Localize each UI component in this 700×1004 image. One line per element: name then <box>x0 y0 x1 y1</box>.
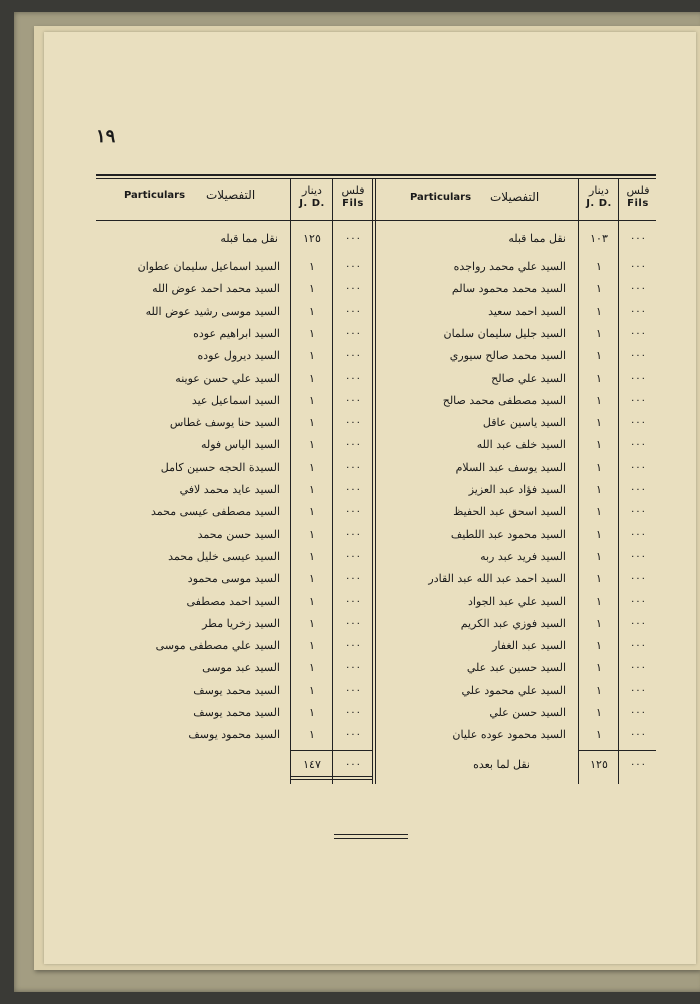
dinar-value: ١ <box>309 460 315 474</box>
dinar-value: ١ <box>596 661 602 675</box>
particular-name: السيد محمد صالح سيوري <box>449 349 566 363</box>
dinar-value: ١ <box>309 616 315 630</box>
dinar-value: ١ <box>309 371 315 385</box>
fils-value: ٠٠٠ <box>629 305 647 317</box>
particular-name: السيد محمود يوسف <box>188 728 280 742</box>
fils-value: ٠٠٠ <box>344 528 362 540</box>
particular-name: السيد احمد مصطفى <box>186 594 280 608</box>
end-rule <box>334 838 408 839</box>
particular-name: السيد اسماعيل عيد <box>191 393 280 407</box>
fils-value: ٠٠٠ <box>344 305 362 317</box>
fils-value: ٠٠٠ <box>629 684 647 696</box>
particular-name: السيد حسن علي <box>489 706 566 719</box>
particular-name: السيد يوسف عبد السلام <box>455 460 566 474</box>
table-row <box>0 323 372 345</box>
dinar-value: ١ <box>596 326 602 340</box>
table-top-rule-thin <box>96 178 656 179</box>
table-row <box>0 368 372 390</box>
dinar-value: ١٢٥ <box>590 758 608 771</box>
fils-value: ٠٠٠ <box>629 759 647 770</box>
fils-value: ٠٠٠ <box>629 350 647 362</box>
dinar-value: ١ <box>309 416 315 430</box>
particular-name: السيد فريد عبد ربه <box>480 549 566 563</box>
dinar-value: ١ <box>596 616 602 630</box>
dinar-value: ١ <box>309 438 315 452</box>
fils-value: ٠٠٠ <box>629 550 647 562</box>
particular-name: السيد خلف عبد الله <box>476 438 566 452</box>
particular-name: السيد علي مصطفى موسى <box>155 639 280 653</box>
fils-value: ٠٠٠ <box>344 439 362 451</box>
fils-value: ٠٠٠ <box>629 439 647 451</box>
dinar-value: ١ <box>596 728 602 742</box>
fils-value: ٠٠٠ <box>344 372 362 384</box>
table-row <box>0 301 372 323</box>
dinar-value: ١ <box>309 260 315 273</box>
fils-value: ٠٠٠ <box>629 640 647 652</box>
particular-name: السيد مصطفى محمد صالح <box>442 393 566 407</box>
dinar-value: ١ <box>309 527 315 541</box>
dinar-value: ١ <box>309 572 315 586</box>
dinar-value: ١٠٣ <box>590 232 608 245</box>
table-top-rule <box>96 174 656 176</box>
particular-name: السيد عبد موسى <box>202 661 280 675</box>
table-row <box>0 501 372 523</box>
dinar-value: ١ <box>309 683 315 697</box>
dinar-value: ١ <box>596 572 602 586</box>
fils-value: ٠٠٠ <box>629 484 647 495</box>
fils-value: ٠٠٠ <box>629 528 647 540</box>
dinar-value: ١ <box>309 661 315 675</box>
table-row <box>0 591 372 613</box>
particular-name: السيد موسى محمود <box>187 572 280 586</box>
fils-value: ٠٠٠ <box>629 506 647 518</box>
particular-name: السيد زخريا مطر <box>202 616 280 630</box>
dinar-value: ١ <box>596 393 602 407</box>
fils-value: ٠٠٠ <box>344 573 362 585</box>
particular-name: السيد حسن محمد <box>197 527 280 541</box>
fils-value: ٠٠٠ <box>344 233 362 244</box>
dinar-value: ١ <box>596 505 602 519</box>
fils-value: ٠٠٠ <box>629 283 647 295</box>
dinar-value: ١ <box>596 639 602 653</box>
fils-value: ٠٠٠ <box>344 261 362 272</box>
particular-name: السيد محمد احمد عوض الله <box>152 282 280 296</box>
particular-name: السيد علي صالح <box>491 371 566 385</box>
row-label: نقل لما بعده <box>473 758 530 771</box>
dinar-value: ١ <box>309 483 315 496</box>
table-row <box>0 278 372 300</box>
dinar-value: ١ <box>309 639 315 653</box>
fils-value: ٠٠٠ <box>344 394 362 406</box>
particular-name: السيد عايد محمد لافي <box>179 483 280 496</box>
dinar-value: ١ <box>596 260 602 273</box>
dinar-value: ١ <box>596 460 602 474</box>
fils-value: ٠٠٠ <box>344 617 362 629</box>
table-row <box>0 702 372 724</box>
particular-name: السيد احمد عبد الله عبد القادر <box>428 572 566 586</box>
dinar-value: ١ <box>596 683 602 697</box>
fils-value: ٠٠٠ <box>629 327 647 339</box>
table-row <box>0 412 372 434</box>
row-label: نقل مما قبله <box>508 232 566 245</box>
fils-value: ٠٠٠ <box>629 573 647 585</box>
table-row <box>0 613 372 635</box>
particular-name: السيد حنا يوسف غطاس <box>169 416 280 430</box>
particular-name: السيد فؤاد عبد العزيز <box>468 483 566 496</box>
page-number: ١٩ <box>96 126 116 147</box>
dinar-value: ١ <box>596 438 602 452</box>
total-row <box>0 754 372 776</box>
dinar-value: ١ <box>596 706 602 719</box>
fils-value: ٠٠٠ <box>344 707 362 718</box>
fils-value: ٠٠٠ <box>629 617 647 629</box>
dinar-value: ١ <box>309 393 315 407</box>
end-rule <box>334 834 408 835</box>
fils-value: ٠٠٠ <box>344 684 362 696</box>
header-dinar: دينار J. D. <box>586 184 612 209</box>
particular-name: السيد احمد سعيد <box>488 304 566 318</box>
total-rule <box>618 750 656 751</box>
row-label: نقل مما قبله <box>220 232 278 245</box>
particular-name: السيد محمد محمود سالم <box>451 282 566 296</box>
particular-name: السيد علي حسن عوينه <box>175 371 280 385</box>
particular-name: السيد محمد يوسف <box>193 683 280 697</box>
particular-name: السيد ديرول عوده <box>197 349 280 363</box>
particular-name: السيد محمود عوده عليان <box>452 728 566 742</box>
fils-value: ٠٠٠ <box>344 461 362 473</box>
dinar-value: ١ <box>309 349 315 363</box>
dinar-value: ١ <box>309 728 315 742</box>
dinar-value: ١ <box>596 304 602 318</box>
dinar-value: ١ <box>309 304 315 318</box>
header-dinar: دينار J. D. <box>299 184 325 209</box>
dinar-value: ١ <box>309 326 315 340</box>
header-fils: فلس Fils <box>341 184 365 209</box>
dinar-value: ١٢٥ <box>303 232 321 245</box>
fils-value: ٠٠٠ <box>344 729 362 741</box>
fils-value: ٠٠٠ <box>344 550 362 562</box>
dinar-value: ١ <box>309 282 315 296</box>
particular-name: السيدة الحجه حسين كامل <box>160 460 280 474</box>
carried-forward-row <box>0 228 372 250</box>
table-row <box>0 479 372 501</box>
fils-value: ٠٠٠ <box>629 261 647 272</box>
particular-name: السيد جليل سليمان سلمان <box>443 326 566 340</box>
fils-value: ٠٠٠ <box>629 595 647 607</box>
particular-name: السيد مصطفى عيسى محمد <box>151 505 280 519</box>
total-rule-double <box>290 776 372 777</box>
fils-value: ٠٠٠ <box>344 350 362 362</box>
dinar-value: ١ <box>596 549 602 563</box>
dinar-value: ١ <box>596 416 602 430</box>
table-row <box>0 457 372 479</box>
particular-name: السيد موسى رشيد عوض الله <box>145 304 280 318</box>
dinar-value: ١ <box>596 371 602 385</box>
table-row <box>0 657 372 679</box>
fils-value: ٠٠٠ <box>344 640 362 652</box>
dinar-value: ١ <box>309 594 315 608</box>
dinar-value: ١ <box>596 527 602 541</box>
dinar-value: ١٤٧ <box>303 758 321 771</box>
table-row <box>0 546 372 568</box>
fils-value: ٠٠٠ <box>344 506 362 518</box>
particular-name: السيد ياسين عاقل <box>482 416 566 430</box>
fils-value: ٠٠٠ <box>344 327 362 339</box>
table-row <box>0 390 372 412</box>
particular-name: السيد علي محمد رواجده <box>453 260 566 273</box>
particular-name: السيد عيسى خليل محمد <box>168 549 280 563</box>
table-row <box>0 524 372 546</box>
fils-value: ٠٠٠ <box>344 759 362 770</box>
fils-value: ٠٠٠ <box>629 394 647 406</box>
dinar-value: ١ <box>596 349 602 363</box>
fils-value: ٠٠٠ <box>629 662 647 674</box>
table-row <box>0 635 372 657</box>
total-rule <box>290 750 372 751</box>
fils-value: ٠٠٠ <box>629 729 647 741</box>
header-bottom-rule <box>96 220 656 221</box>
table-row <box>0 345 372 367</box>
particular-name: السيد حسين عبد علي <box>466 661 566 675</box>
particular-name: السيد اسماعيل سليمان عطوان <box>137 260 280 273</box>
dinar-value: ١ <box>309 505 315 519</box>
particular-name: السيد عبد الغفار <box>492 639 566 653</box>
dinar-value: ١ <box>596 483 602 496</box>
table-row <box>0 724 372 746</box>
fils-value: ٠٠٠ <box>629 461 647 473</box>
particular-name: السيد الياس فوله <box>200 438 280 452</box>
fils-value: ٠٠٠ <box>629 707 647 718</box>
table-row <box>0 680 372 702</box>
particular-name: السيد علي عبد الجواد <box>468 594 566 608</box>
fils-value: ٠٠٠ <box>344 662 362 674</box>
dinar-value: ١ <box>309 549 315 563</box>
table-row <box>0 434 372 456</box>
particular-name: السيد علي محمود علي <box>461 683 566 697</box>
fils-value: ٠٠٠ <box>629 417 647 429</box>
particular-name: السيد محمود عبد اللطيف <box>450 527 566 541</box>
fils-value: ٠٠٠ <box>344 484 362 495</box>
dinar-value: ١ <box>596 594 602 608</box>
fils-value: ٠٠٠ <box>629 372 647 384</box>
header-fils: فلس Fils <box>626 184 650 209</box>
dinar-value: ١ <box>309 706 315 719</box>
particular-name: السيد اسحق عبد الحفيظ <box>453 505 566 519</box>
particular-name: السيد محمد يوسف <box>193 706 280 719</box>
total-rule-double <box>290 779 372 780</box>
fils-value: ٠٠٠ <box>344 283 362 295</box>
particular-name: السيد ابراهيم عوده <box>193 326 280 340</box>
total-rule <box>578 750 618 751</box>
table-row <box>0 568 372 590</box>
particular-name: السيد فوزي عبد الكريم <box>460 616 566 630</box>
table-row <box>0 256 372 278</box>
fils-value: ٠٠٠ <box>344 417 362 429</box>
fils-value: ٠٠٠ <box>344 595 362 607</box>
dinar-value: ١ <box>596 282 602 296</box>
fils-value: ٠٠٠ <box>629 233 647 244</box>
